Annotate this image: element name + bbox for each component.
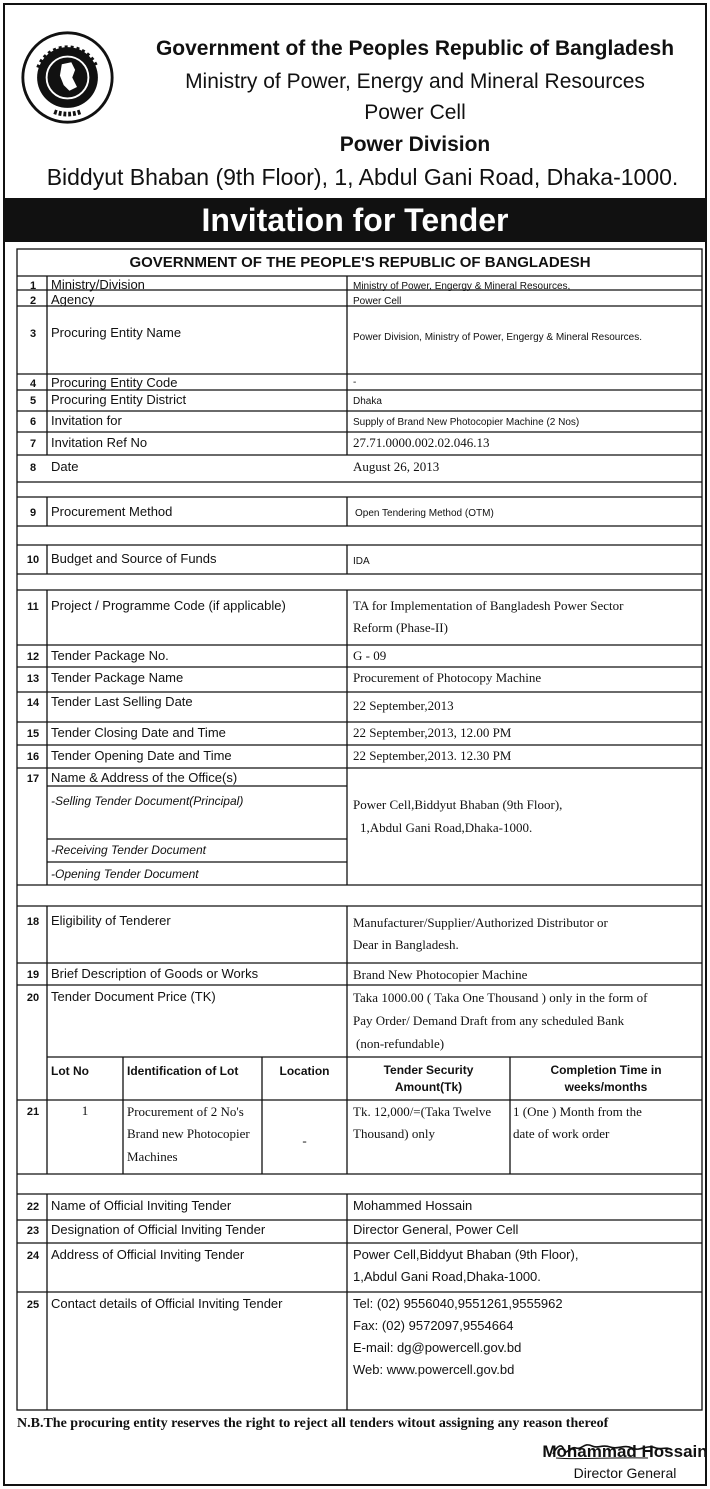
row-label: Address of Official Inviting Tender	[51, 1247, 245, 1262]
row-value: Taka 1000.00 ( Taka One Thousand ) only in the form of	[353, 990, 648, 1005]
row-label: Brief Description of Goods or Works	[51, 966, 259, 981]
completion-time-header: Completion Time in	[550, 1063, 662, 1077]
row-value: Power Cell	[353, 296, 402, 307]
row-value: Power Cell,Biddyut Bhaban (9th Floor),	[353, 1247, 579, 1262]
row-number: 11	[27, 601, 39, 613]
row-number: 7	[29, 438, 37, 450]
row-label: Project / Programme Code (if applicable)	[51, 598, 286, 613]
row-label: Name of Official Inviting Tender	[51, 1198, 232, 1213]
row-number: 13	[26, 673, 40, 685]
row-value-line2: Dear in Bangladesh.	[353, 937, 459, 952]
contact-web: Web: www.powercell.gov.bd	[353, 1362, 515, 1377]
lot-location: -	[302, 1133, 307, 1148]
banner-title: Invitation for Tender	[3, 198, 707, 242]
lot-number: 1	[81, 1103, 89, 1118]
row-value: Ministry of Power, Engergy & Mineral Resources,	[353, 281, 571, 292]
office-selling-label: -Selling Tender Document(Principal)	[51, 794, 244, 808]
row-number: 8	[29, 462, 37, 474]
lot-identification-header: Identification of Lot	[127, 1064, 239, 1078]
row-number: 17	[26, 773, 40, 785]
completion-time-header-line2: weeks/months	[564, 1080, 648, 1094]
row-value: Brand New Photocopier Machine	[353, 967, 528, 982]
row-number: 20	[26, 992, 40, 1004]
row-value: IDA	[353, 556, 370, 567]
header-power-cell: Power Cell	[364, 101, 466, 124]
row-value: Manufacturer/Supplier/Authorized Distributor or	[353, 915, 608, 930]
header-ministry: Ministry of Power, Energy and Mineral Resources	[185, 70, 645, 93]
row-number: 14	[26, 697, 40, 709]
row-value: Power Division, Ministry of Power, Engergy & Mineral Resources.	[353, 332, 642, 343]
row-label: Procuring Entity District	[51, 392, 187, 407]
row-label: Ministry/Division	[51, 277, 145, 292]
header-government: Government of the Peoples Republic of Bangladesh	[155, 37, 675, 60]
office-opening-label: -Opening Tender Document	[51, 867, 199, 881]
row-number: 9	[29, 507, 37, 519]
row-label: Designation of Official Inviting Tender	[51, 1222, 266, 1237]
contact-tel: Tel: (02) 9556040,9551261,9555962	[353, 1296, 563, 1311]
row-number: 1	[29, 280, 37, 292]
lot-identification-line2: Brand new Photocopier	[127, 1126, 250, 1141]
row-label: Procuring Entity Code	[51, 375, 178, 390]
row-value: Mohammed Hossain	[353, 1198, 473, 1213]
row-value-line2: Reform (Phase-II)	[353, 620, 448, 635]
lot-location-header: Location	[279, 1064, 330, 1078]
row-label: Tender Package Name	[51, 670, 184, 685]
row-number: 4	[29, 378, 37, 390]
tender-security-header-line2: Amount(Tk)	[394, 1080, 463, 1094]
row-number: 15	[26, 728, 40, 740]
row-value-line2: 1,Abdul Gani Road,Dhaka-1000.	[353, 1269, 541, 1284]
lot-completion-line2: date of work order	[513, 1126, 610, 1141]
row-value-line3: (non-refundable)	[356, 1036, 445, 1051]
row-label: Contact details of Official Inviting Tender	[51, 1296, 283, 1311]
row-number: 10	[26, 554, 40, 566]
row-number: 23	[26, 1225, 40, 1237]
contact-email: E-mail: dg@powercell.gov.bd	[353, 1340, 522, 1355]
lot-identification-line3: Machines	[127, 1149, 178, 1164]
row-label: Agency	[51, 292, 95, 307]
signatory-name: Mohammad Hossain	[542, 1442, 708, 1461]
row-value: Open Tendering Method (OTM)	[355, 508, 494, 519]
row-number: 22	[26, 1201, 40, 1213]
row-value: 22 September,2013	[353, 698, 454, 713]
lot-no-header: Lot No	[51, 1064, 89, 1078]
row-label: Tender Package No.	[51, 648, 169, 663]
lot-security-line2: Thousand) only	[353, 1126, 435, 1141]
lot-security: Tk. 12,000/=(Taka Twelve	[353, 1104, 492, 1119]
row-number: 3	[29, 328, 37, 340]
table-title: GOVERNMENT OF THE PEOPLE'S REPUBLIC OF BANGLADESH	[129, 254, 591, 271]
row-number: 12	[26, 651, 40, 663]
lot-completion: 1 (One ) Month from the	[513, 1104, 642, 1119]
header-address: Biddyut Bhaban (9th Floor), 1, Abdul Gani Road, Dhaka-1000.	[46, 164, 679, 190]
row-label: Date	[51, 459, 79, 474]
tender-security-header: Tender Security	[383, 1063, 474, 1077]
row-value: Dhaka	[353, 396, 382, 407]
row-number: 5	[29, 395, 37, 407]
row-number: 2	[29, 295, 37, 307]
row-label: Name & Address of the Office(s)	[51, 770, 238, 785]
lot-identification: Procurement of 2 No's	[127, 1104, 244, 1119]
row-value: August 26, 2013	[353, 459, 440, 474]
office-receiving-label: -Receiving Tender Document	[51, 843, 206, 857]
row-number: 25	[26, 1299, 40, 1311]
row-number: 6	[29, 416, 37, 428]
row-label: Eligibility of Tenderer	[51, 913, 171, 928]
row-value-line2: Pay Order/ Demand Draft from any scheduled Bank	[353, 1013, 625, 1028]
row-value: TA for Implementation of Bangladesh Power Sector	[353, 598, 624, 613]
row-number: 21	[26, 1106, 40, 1118]
row-number: 24	[26, 1250, 40, 1262]
row-label: Tender Opening Date and Time	[51, 748, 232, 763]
row-label: Procurement Method	[51, 504, 173, 519]
row-value-line2: 1,Abdul Gani Road,Dhaka-1000.	[360, 820, 533, 835]
contact-fax: Fax: (02) 9572097,9554664	[353, 1318, 514, 1333]
row-label: Tender Document Price (TK)	[51, 989, 216, 1004]
row-number: 18	[26, 916, 40, 928]
header-power-division: Power Division	[339, 133, 491, 156]
row-label: Invitation Ref No	[51, 435, 148, 450]
row-value: Procurement of Photocopy Machine	[353, 670, 542, 685]
row-label: Budget and Source of Funds	[51, 551, 217, 566]
signatory-designation: Director General	[573, 1465, 677, 1481]
row-label: Procuring Entity Name	[51, 325, 182, 340]
row-number: 16	[26, 751, 40, 763]
row-value: G - 09	[353, 648, 387, 663]
row-value: Power Cell,Biddyut Bhaban (9th Floor),	[353, 797, 563, 812]
footnote: N.B.The procuring entity reserves the right to reject all tenders witout assigning any reason thereof	[17, 1416, 609, 1431]
row-label: Invitation for	[51, 413, 122, 428]
row-value: Supply of Brand New Photocopier Machine (2 Nos)	[353, 417, 580, 428]
row-value: 27.71.0000.002.02.046.13	[353, 435, 490, 450]
row-value: -	[353, 377, 357, 388]
row-value: 22 September,2013, 12.00 PM	[353, 725, 512, 740]
row-label: Tender Last Selling Date	[51, 694, 193, 709]
row-number: 19	[26, 969, 40, 981]
row-value: 22 September,2013. 12.30 PM	[353, 748, 512, 763]
row-label: Tender Closing Date and Time	[51, 725, 226, 740]
row-value: Director General, Power Cell	[353, 1222, 519, 1237]
